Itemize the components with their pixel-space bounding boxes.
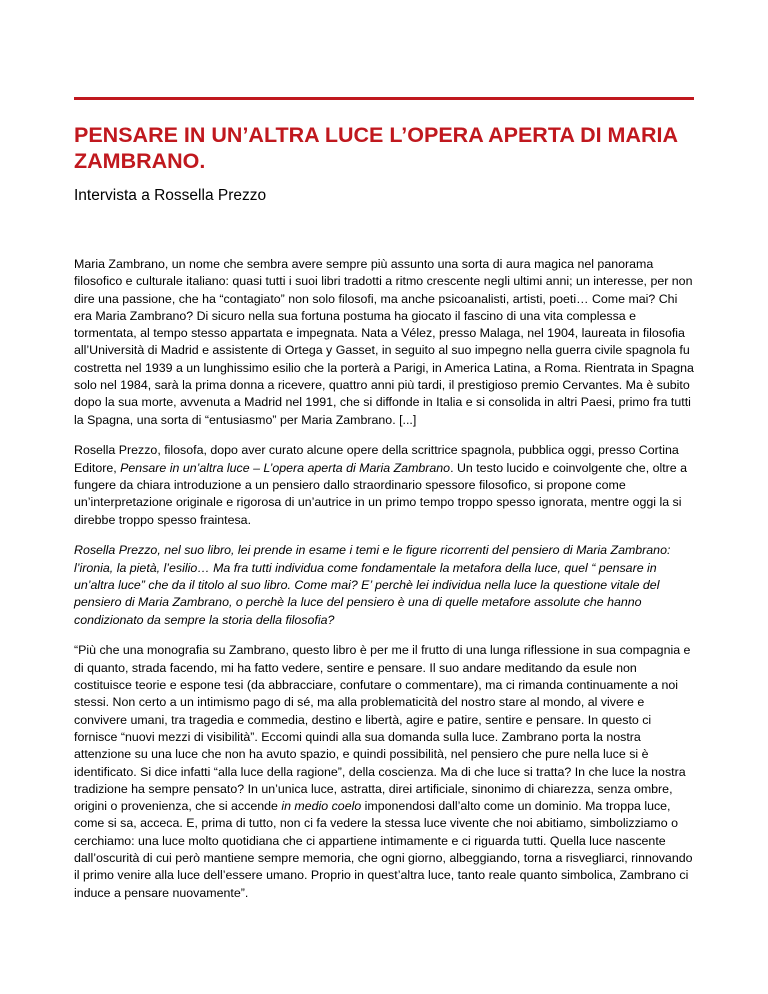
answer-text-a: “Più che una monografia su Zambrano, questo libro è per me il frutto di una lunga riflessione in sua compagnia e di quanto, strada facendo, mi ha fatto vedere, sentire e pensare. Il suo andare meditando da esule non costituisce teorie e espone tesi (da abbracciare, confutare o commentare), ma ci rimanda continuamente a noi stessi. Non certo a un intimismo pago di sé, ma alla problematicità del nostro stare al mondo, al vivere e convivere umani, tra tragedia e commedia, destino e libertà, agire e patire, sentire e pensare. In questo ci fornisce “nuovi mezzi di visibilità”. Eccomi quindi alla sua domanda sulla luce. Zambrano porta la nostra attenzione su una luce che non ha avuto spazio, e quindi possibilità, nel pensiero che pure nella luce si è identificato. Si dice infatti “alla luce della ragione”, della coscienza. Ma di che luce si tratta? In che luce la nostra tradizione ha sempre pensato? In un’unica luce, astratta, direi artificiale, sinonimo di chiarezza, senza ombre, origini o provenienza, che si accende [74,643,691,814]
question-text: Rosella Prezzo, nel suo libro, lei prende in esame i temi e le figure ricorrenti del pensiero di Maria Zambrano: l’ironia, la pietà, l’esilio… Ma fra tutti individua come fondamentale la metafora della luce, quel “ pensare in un’altra luce” che da il titolo al suo libro. Come mai? E’ perchè lei individua nella luce la questione vitale del pensiero di Maria Zambrano, o perchè la luce del pensiero è una di quelle metafore assolute che hanno condizionato da sempre la storia della filosofia? [74,543,671,627]
author-paragraph-text-a: Rosella Prezzo, filosofa, dopo aver curato alcune opere della scrittrice spagnola, pubblica oggi, presso Cortina Editore, [74,443,679,475]
author-paragraph-text-b: . Un testo lucido e coinvolgente che, oltre a fungere da chiara introduzione a un pensiero dallo straordinario spessore filosofico, si propone come un’interpretazione originale e rigorosa di un’autrice in un primo tempo troppo spesso ignorata, mentre oggi la si direbbe troppo spesso fraintesa. [74,460,688,527]
article-body [74,256,694,902]
answer-text-b: imponendosi dall’alto come un dominio. Ma troppa luce, come si sa, acceca. E, prima di tutto, non ci fa vedere la stessa luce vivente che noi abitiamo, simbolizziamo o cerchiamo: una luce molto quotidiana che ci appartiene intimamente e ci riguarda tutti. Quella luce nascente dall’oscurità di cui però mantiene sempre memoria, che ogni giorno, albeggiando, torna a risvegliarci, rinnovando il primo venire alla luce dell’essere umano. Proprio in quest’altra luce, tanto reale quanto simbolica, Zambrano ci induce a pensare nuovamente”. [74,799,693,900]
header-rule [74,97,694,100]
article-subtitle: Intervista a Rossella Prezzo [74,187,267,204]
answer-italic-phrase: in medio coelo [281,799,362,814]
article-page [74,97,694,915]
interview-answer [74,642,694,901]
intro-paragraph: Maria Zambrano, un nome che sembra avere sempre più assunto una sorta di aura magica nel panorama filosofico e culturale italiano: quasi tutti i suoi libri tradotti a ritmo crescente negli ultimi anni; un interesse, per non dire una passione, che ha “contagiato” non solo filosofi, ma anche psicoanalisti, artisti, poeti… Come mai? Chi era Maria Zambrano? Di sicuro nella sua fortuna postuma ha giocato il fascino di una vita complessa e tormentata, al tempo stesso appartata e impegnata. Nata a Vélez, presso Malaga, nel 1904, laureata in filosofia all’Università di Madrid e assistente di Ortega y Gasset, in seguito al suo impegno nella guerra civile spagnola fu costretta nel 1939 a un lunghissimo esilio che la porterà a Parigi, in America Latina, a Roma. Rientrata in Spagna solo nel 1984, sarà la prima donna a ricevere, quattro anni più tardi, il prestigioso premio Cervantes. Ma è subito dopo la sua morte, avvenuta a Madrid nel 1991, che si diffonde in Italia e si consolida in altri Paesi, primo fra tutti la Spagna, una sorta di “entusiasmo” per Maria Zambrano. [...] [74,257,694,427]
article-title: PENSARE IN UN’ALTRA LUCE L’OPERA APERTA DI MARIA ZAMBRANO. [74,123,678,173]
author-paragraph [74,442,694,528]
book-title: Pensare in un’altra luce – L’opera aperta di Maria Zambrano [120,460,451,475]
interview-question [74,542,694,628]
